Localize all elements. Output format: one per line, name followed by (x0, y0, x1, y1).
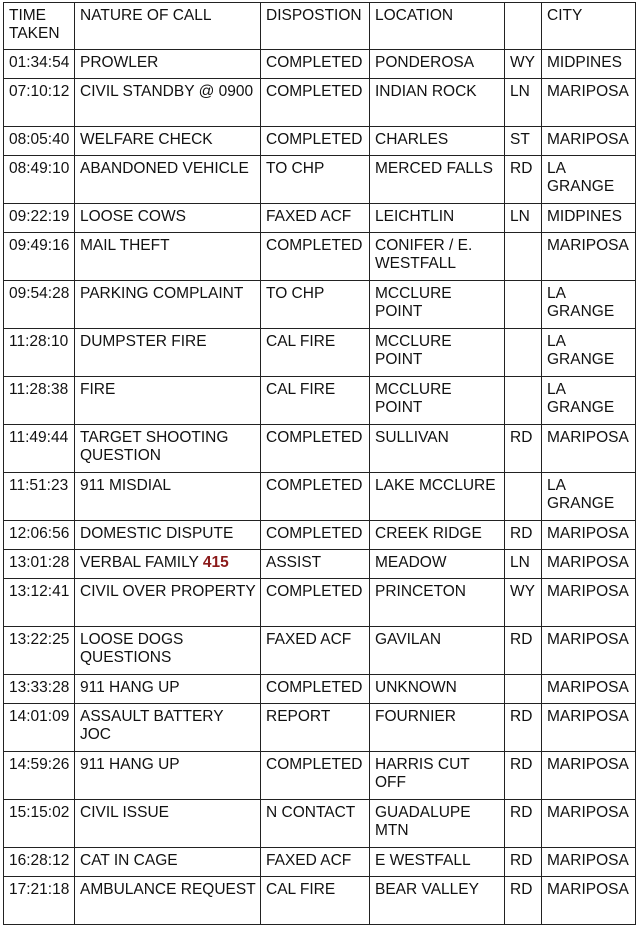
location-cell: INDIAN ROCK (370, 79, 505, 127)
header-location: LOCATION (370, 3, 505, 50)
time-cell: 12:06:56 (4, 521, 75, 550)
city-cell: MARIPOSA (542, 704, 636, 752)
table-row (4, 79, 636, 127)
disposition-cell: COMPLETED (261, 425, 370, 473)
location-cell: CREEK RIDGE (370, 521, 505, 550)
suffix-cell: WY (505, 579, 542, 627)
time-cell: 13:01:28 (4, 550, 75, 579)
time-cell: 11:28:38 (4, 377, 75, 425)
location-cell: UNKNOWN (370, 675, 505, 704)
suffix-cell (505, 473, 542, 521)
time-cell: 13:22:25 (4, 627, 75, 675)
header-time-taken: TIME TAKEN (4, 3, 75, 50)
time-cell: 07:10:12 (4, 79, 75, 127)
city-cell: MARIPOSA (542, 521, 636, 550)
city-cell: LA GRANGE (542, 329, 636, 377)
location-cell: MCCLURE POINT (370, 377, 505, 425)
time-cell: 13:12:41 (4, 579, 75, 627)
disposition-cell: CAL FIRE (261, 377, 370, 425)
table-row (4, 579, 636, 627)
disposition-cell: COMPLETED (261, 50, 370, 79)
time-cell: 09:54:28 (4, 281, 75, 329)
code-highlight: 415 (202, 554, 229, 571)
nature-cell: DOMESTIC DISPUTE (75, 521, 261, 550)
table-row (4, 848, 636, 877)
city-cell: MARIPOSA (542, 877, 636, 925)
suffix-cell: LN (505, 204, 542, 233)
table-row (4, 281, 636, 329)
header-nature-of-call: NATURE OF CALL (75, 3, 261, 50)
header-suffix (505, 3, 542, 50)
time-cell: 01:34:54 (4, 50, 75, 79)
location-cell: BEAR VALLEY (370, 877, 505, 925)
table-row (4, 550, 636, 579)
suffix-cell: RD (505, 521, 542, 550)
table-row (4, 473, 636, 521)
location-cell: MCCLURE POINT (370, 281, 505, 329)
city-cell: LA GRANGE (542, 473, 636, 521)
table-row (4, 627, 636, 675)
nature-cell: CAT IN CAGE (75, 848, 261, 877)
nature-cell: PROWLER (75, 50, 261, 79)
suffix-cell: RD (505, 156, 542, 204)
location-cell: CONIFER / E. WESTFALL (370, 233, 505, 281)
nature-cell: TARGET SHOOTING QUESTION (75, 425, 261, 473)
suffix-cell: RD (505, 704, 542, 752)
table-row (4, 233, 636, 281)
location-cell: PONDEROSA (370, 50, 505, 79)
suffix-cell: ST (505, 127, 542, 156)
time-cell: 14:01:09 (4, 704, 75, 752)
table-row (4, 704, 636, 752)
disposition-cell: TO CHP (261, 281, 370, 329)
time-cell: 17:21:18 (4, 877, 75, 925)
suffix-cell: RD (505, 848, 542, 877)
city-cell: MARIPOSA (542, 127, 636, 156)
nature-cell: 911 HANG UP (75, 752, 261, 800)
nature-cell: CIVIL OVER PROPERTY (75, 579, 261, 627)
nature-cell: CIVIL ISSUE (75, 800, 261, 848)
nature-cell: MAIL THEFT (75, 233, 261, 281)
disposition-cell: REPORT (261, 704, 370, 752)
location-cell: CHARLES (370, 127, 505, 156)
disposition-cell: FAXED ACF (261, 627, 370, 675)
suffix-cell (505, 281, 542, 329)
nature-cell: ASSAULT BATTERY JOC (75, 704, 261, 752)
location-cell: LEICHTLIN (370, 204, 505, 233)
suffix-cell: RD (505, 800, 542, 848)
suffix-cell (505, 329, 542, 377)
city-cell: MARIPOSA (542, 579, 636, 627)
nature-cell: 911 MISDIAL (75, 473, 261, 521)
time-cell: 13:33:28 (4, 675, 75, 704)
table-row (4, 50, 636, 79)
table-row (4, 800, 636, 848)
nature-cell: AMBULANCE REQUEST (75, 877, 261, 925)
city-cell: LA GRANGE (542, 156, 636, 204)
table-row (4, 329, 636, 377)
nature-cell: ABANDONED VEHICLE (75, 156, 261, 204)
table-row (4, 156, 636, 204)
city-cell: MARIPOSA (542, 233, 636, 281)
table-row (4, 752, 636, 800)
table-row (4, 425, 636, 473)
city-cell: LA GRANGE (542, 377, 636, 425)
location-cell: GUADALUPE MTN (370, 800, 505, 848)
location-cell: E WESTFALL (370, 848, 505, 877)
location-cell: LAKE MCCLURE (370, 473, 505, 521)
nature-cell: PARKING COMPLAINT (75, 281, 261, 329)
nature-text: VERBAL FAMILY (80, 554, 203, 571)
location-cell: GAVILAN (370, 627, 505, 675)
city-cell: MARIPOSA (542, 800, 636, 848)
disposition-cell: COMPLETED (261, 473, 370, 521)
time-cell: 16:28:12 (4, 848, 75, 877)
disposition-cell: COMPLETED (261, 127, 370, 156)
suffix-cell: RD (505, 627, 542, 675)
city-cell: LA GRANGE (542, 281, 636, 329)
call-log-body (4, 3, 636, 925)
suffix-cell: RD (505, 877, 542, 925)
city-cell: MARIPOSA (542, 752, 636, 800)
disposition-cell: COMPLETED (261, 675, 370, 704)
disposition-cell: FAXED ACF (261, 848, 370, 877)
header-disposition: DISPOSTION (261, 3, 370, 50)
city-cell: MARIPOSA (542, 550, 636, 579)
time-cell: 11:28:10 (4, 329, 75, 377)
table-row (4, 204, 636, 233)
disposition-cell: COMPLETED (261, 579, 370, 627)
disposition-cell: COMPLETED (261, 521, 370, 550)
header-city: CITY (542, 3, 636, 50)
location-cell: MERCED FALLS (370, 156, 505, 204)
suffix-cell: LN (505, 79, 542, 127)
time-cell: 09:49:16 (4, 233, 75, 281)
nature-cell: FIRE (75, 377, 261, 425)
disposition-cell: FAXED ACF (261, 204, 370, 233)
disposition-cell: COMPLETED (261, 233, 370, 281)
disposition-cell: ASSIST (261, 550, 370, 579)
nature-cell: DUMPSTER FIRE (75, 329, 261, 377)
location-cell: MEADOW (370, 550, 505, 579)
location-cell: MCCLURE POINT (370, 329, 505, 377)
suffix-cell: LN (505, 550, 542, 579)
nature-cell: LOOSE DOGS QUESTIONS (75, 627, 261, 675)
city-cell: MARIPOSA (542, 627, 636, 675)
time-cell: 11:49:44 (4, 425, 75, 473)
time-cell: 11:51:23 (4, 473, 75, 521)
location-cell: HARRIS CUT OFF (370, 752, 505, 800)
nature-cell (75, 550, 261, 579)
time-cell: 14:59:26 (4, 752, 75, 800)
disposition-cell: CAL FIRE (261, 329, 370, 377)
disposition-cell: TO CHP (261, 156, 370, 204)
table-row (4, 675, 636, 704)
nature-cell: 911 HANG UP (75, 675, 261, 704)
location-cell: SULLIVAN (370, 425, 505, 473)
location-cell: FOURNIER (370, 704, 505, 752)
header-row (4, 3, 636, 50)
time-cell: 15:15:02 (4, 800, 75, 848)
nature-cell: CIVIL STANDBY @ 0900 (75, 79, 261, 127)
city-cell: MARIPOSA (542, 79, 636, 127)
time-cell: 08:49:10 (4, 156, 75, 204)
city-cell: MIDPINES (542, 50, 636, 79)
suffix-cell: RD (505, 752, 542, 800)
table-row (4, 127, 636, 156)
city-cell: MARIPOSA (542, 425, 636, 473)
city-cell: MIDPINES (542, 204, 636, 233)
disposition-cell: COMPLETED (261, 79, 370, 127)
suffix-cell (505, 233, 542, 281)
suffix-cell: WY (505, 50, 542, 79)
time-cell: 09:22:19 (4, 204, 75, 233)
city-cell: MARIPOSA (542, 848, 636, 877)
disposition-cell: N CONTACT (261, 800, 370, 848)
time-cell: 08:05:40 (4, 127, 75, 156)
city-cell: MARIPOSA (542, 675, 636, 704)
call-log-table (3, 2, 636, 925)
location-cell: PRINCETON (370, 579, 505, 627)
table-row (4, 521, 636, 550)
nature-cell: LOOSE COWS (75, 204, 261, 233)
suffix-cell (505, 675, 542, 704)
suffix-cell (505, 377, 542, 425)
disposition-cell: CAL FIRE (261, 877, 370, 925)
nature-cell: WELFARE CHECK (75, 127, 261, 156)
table-row (4, 877, 636, 925)
disposition-cell: COMPLETED (261, 752, 370, 800)
table-row (4, 377, 636, 425)
suffix-cell: RD (505, 425, 542, 473)
